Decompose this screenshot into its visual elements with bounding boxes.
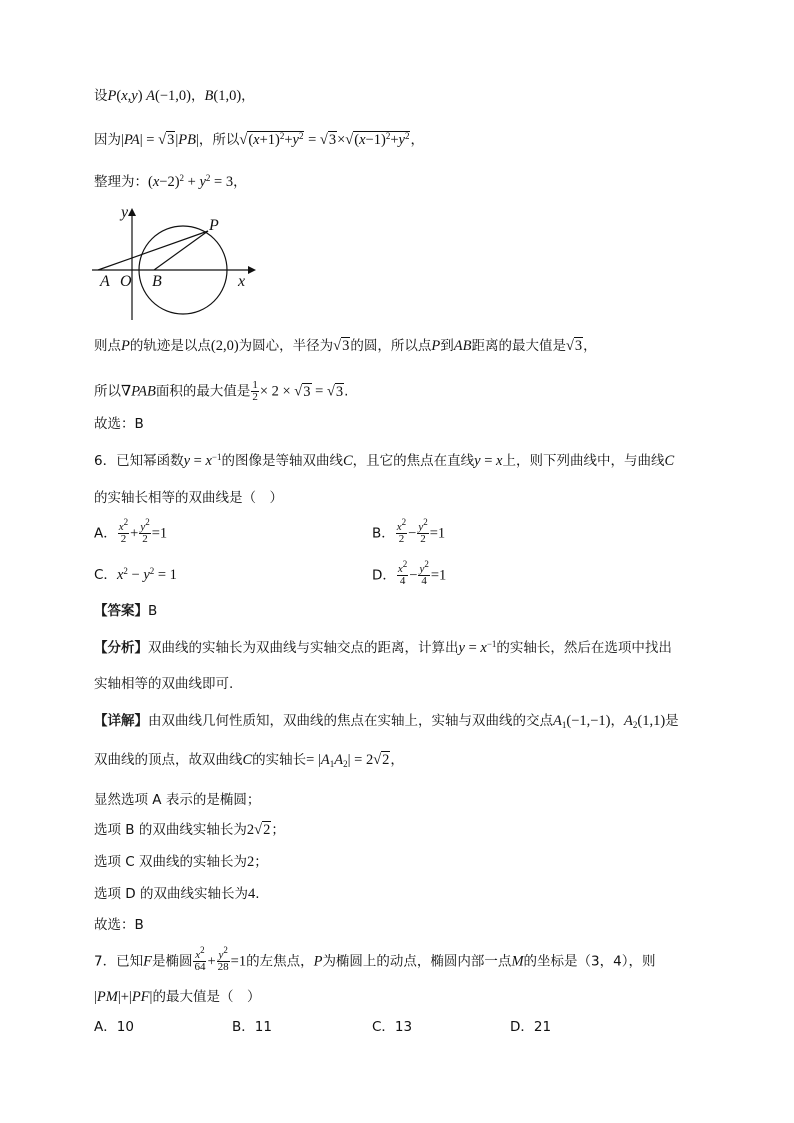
q6-detail-line2: 双曲线的顶点，故双曲线C的实轴长= $|A_1A_2| = 2√2$， — [94, 752, 404, 769]
label-o: O — [120, 273, 132, 290]
solution-line-distance-ratio: 因为|PA| = √3|PB|，所以$√(x+1)^2+y^2 = √3\times√(x-1)^2+y^2$， — [94, 131, 424, 148]
q7-stem-line2: |PM|+|PF|的最大值是（ ） — [94, 989, 261, 1005]
solution-line-locus: 则点P的轨迹是以点(2,0)为圆心，半径为√3的圆，所以点P到AB距离的最大值是√3， — [94, 338, 597, 354]
x-axis-arrow — [248, 266, 256, 274]
q6-analysis-line2: 实轴相等的双曲线即可. — [94, 676, 234, 692]
q6-stem-line2: 的实轴长相等的双曲线是（ ） — [94, 490, 283, 506]
q7-option-a[interactable]: A．10 — [94, 1019, 134, 1035]
q6-answer: 【答案】B — [94, 603, 158, 619]
q7-option-c[interactable]: C．13 — [372, 1019, 413, 1035]
solution-line-max-area: 所以∇PAB面积的最大值是 $\frac{1}{2}$ × 2 × √3 = √3. — [94, 379, 349, 403]
q7-option-b[interactable]: B．11 — [232, 1019, 272, 1035]
q6-detail-line1: 【详解】由双曲线几何性质知，双曲线的焦点在实轴上，实轴与双曲线的交点$A_1(-1,-1)$，$A_2(1,1)$是 — [94, 713, 679, 730]
label-p: P — [209, 217, 219, 234]
segment-bp — [154, 231, 208, 270]
label-a: A — [100, 273, 110, 290]
q6-step-c: 选项 C 双曲线的实轴长为2； — [94, 854, 268, 870]
q6-step-b: 选项 B 的双曲线实轴长为2√2； — [94, 822, 285, 838]
q6-step-a: 显然选项 A 表示的是椭圆； — [94, 792, 261, 808]
label-y: y — [121, 204, 129, 221]
q6-option-a[interactable]: A． $\frac{x^2}{2}$ + $\frac{y^2}{2}$ =1 — [94, 517, 168, 545]
q6-analysis-line1: 【分析】双曲线的实轴长为双曲线与实轴交点的距离，计算出$y = x^{-1}$的实轴长，然后在选项中找出 — [94, 639, 672, 656]
circle-figure — [88, 200, 268, 325]
q7-option-d[interactable]: D．21 — [510, 1019, 552, 1035]
q6-choice: 故选：B — [94, 917, 144, 933]
q6-step-d: 选项 D 的双曲线实轴长为4. — [94, 886, 260, 902]
y-axis-arrow — [128, 208, 136, 216]
q6-option-c[interactable]: C．$x^2 - y^2 = 1$ — [94, 566, 177, 583]
solution-choice-b: 故选：B — [94, 416, 144, 432]
label-x: x — [238, 273, 246, 290]
q7-stem-line1: 7．已知F是椭圆 $\frac{x^2}{64}$ + $\frac{y^2}{28}$ =1的左焦点，P为椭圆上的动点，椭圆内部一点M的坐标是（3，4），则 — [94, 945, 656, 973]
q6-stem-line1: 6．已知幂函数$y = x^{-1}$的图像是等轴双曲线C，且它的焦点在直线y = x上，则下列曲线中，与曲线C — [94, 452, 675, 469]
q6-option-b[interactable]: B． $\frac{x^2}{2}$ − $\frac{y^2}{2}$ =1 — [372, 517, 446, 545]
segment-ap — [98, 231, 208, 270]
label-b: B — [152, 273, 162, 290]
q6-option-d[interactable]: D． $\frac{x^2}{4}$ − $\frac{y^2}{4}$ =1 — [372, 559, 447, 587]
solution-line-set-points: 设P(x,y) A(−1,0)，B(1,0)， — [94, 88, 255, 104]
solution-line-circle-equation: 整理为：$(x-2)^2 + y^2 = 3$， — [94, 173, 247, 190]
